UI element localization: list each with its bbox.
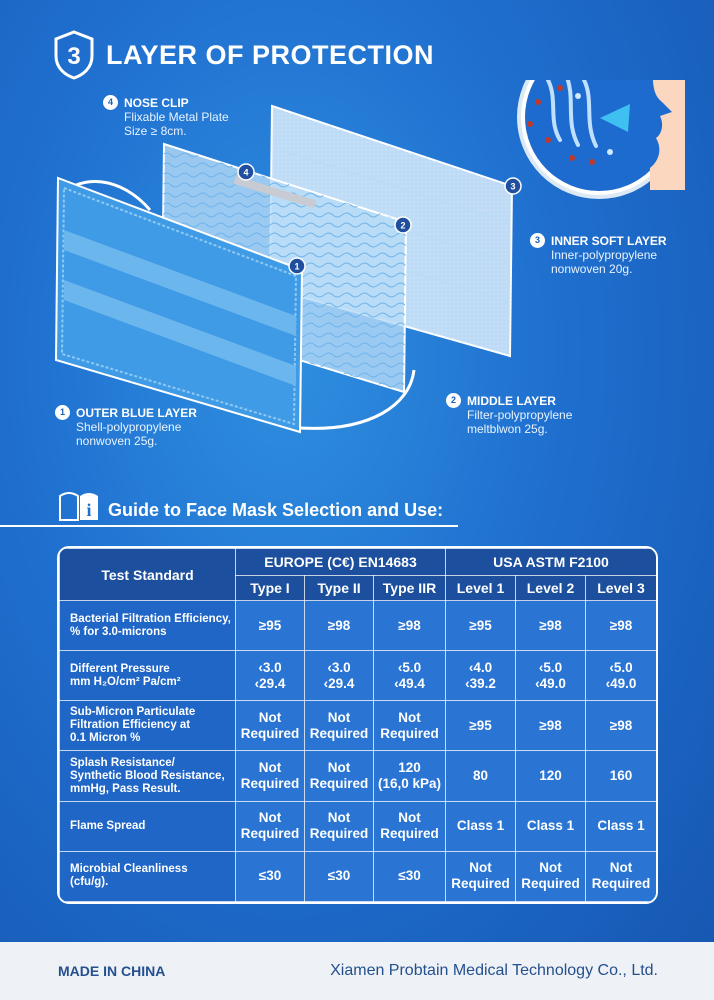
row-label-line: Flame Spread bbox=[70, 819, 146, 832]
layer-marker-1 bbox=[289, 258, 305, 274]
layer-marker-3 bbox=[505, 178, 521, 194]
cell-line: Not bbox=[327, 810, 351, 826]
table-cell bbox=[446, 651, 516, 701]
row-label-line: Bacterial Filtration Efficiency, bbox=[70, 612, 231, 625]
cell-line: Required bbox=[591, 876, 651, 892]
table-cell bbox=[374, 701, 446, 751]
table-cell bbox=[516, 701, 586, 751]
row-label-line: (cfu/g). bbox=[70, 876, 109, 889]
cell-line: ≥95 bbox=[469, 717, 492, 733]
cell-line: ≤30 bbox=[398, 868, 421, 884]
table-row bbox=[60, 601, 657, 651]
cell-line: Required bbox=[309, 826, 369, 842]
cell-line: ‹49.0 bbox=[535, 675, 566, 691]
table-row bbox=[60, 801, 657, 851]
cell-line: Not bbox=[469, 860, 492, 876]
footer bbox=[0, 942, 714, 1000]
cell-line: Required bbox=[309, 776, 369, 792]
cell-line: ‹49.4 bbox=[394, 675, 425, 691]
callout-desc: Flixable Metal Plate bbox=[124, 110, 229, 125]
guide-underline bbox=[0, 525, 458, 527]
table-row bbox=[60, 701, 657, 751]
table-cell bbox=[305, 801, 374, 851]
table-cell bbox=[446, 601, 516, 651]
callout-title: NOSE CLIP bbox=[124, 95, 189, 110]
row-label-line: mmHg, Pass Result. bbox=[70, 782, 181, 795]
cell-line: Not bbox=[609, 860, 633, 876]
cell-line: Required bbox=[240, 776, 300, 792]
table-cell bbox=[586, 801, 657, 851]
table-row bbox=[60, 651, 657, 701]
made-in-label: MADE IN CHINA bbox=[58, 963, 166, 979]
table-cell bbox=[374, 751, 446, 801]
table-cell bbox=[236, 701, 305, 751]
cell-line: Class 1 bbox=[597, 818, 645, 834]
type-header: Level 2 bbox=[516, 576, 586, 601]
cell-line: Required bbox=[240, 826, 300, 842]
callout-desc: Inner-polypropylene bbox=[551, 248, 658, 263]
callout-desc: Filter-polypropylene bbox=[467, 408, 573, 423]
row-label-line: Splash Resistance/ bbox=[70, 756, 175, 769]
row-label bbox=[60, 601, 236, 651]
table-cell bbox=[236, 851, 305, 901]
shield-icon bbox=[52, 30, 96, 80]
row-label bbox=[60, 701, 236, 751]
layer-marker-4 bbox=[238, 164, 254, 180]
table-row bbox=[60, 751, 657, 801]
breathing-face-icon bbox=[519, 80, 685, 197]
cell-line: Not bbox=[398, 709, 421, 725]
svg-text:i: i bbox=[86, 500, 92, 520]
cell-line: ≤30 bbox=[258, 868, 282, 884]
table-cell bbox=[446, 851, 516, 901]
cell-line: ≥98 bbox=[398, 617, 421, 633]
table-cell bbox=[305, 651, 374, 701]
table-cell bbox=[516, 851, 586, 901]
cell-line: Required bbox=[380, 826, 439, 842]
cell-line: ≥95 bbox=[258, 617, 282, 633]
badge-number: 3 bbox=[67, 43, 81, 70]
guide-title: Guide to Face Mask Selection and Use: bbox=[108, 499, 444, 520]
callout-title: INNER SOFT LAYER bbox=[551, 233, 667, 248]
layer-marker-1-num: 1 bbox=[294, 261, 300, 272]
cell-line: ‹3.0 bbox=[327, 659, 351, 675]
page-title: LAYER OF PROTECTION bbox=[106, 39, 435, 70]
layer-marker-4-num: 4 bbox=[243, 167, 249, 178]
cell-line: Class 1 bbox=[456, 818, 505, 834]
cell-line: 120 bbox=[539, 768, 562, 784]
table-cell bbox=[305, 601, 374, 651]
layer-marker-2 bbox=[395, 217, 411, 233]
table-cell bbox=[446, 701, 516, 751]
layer-marker-3-num: 3 bbox=[510, 181, 516, 192]
row-label-line: Synthetic Blood Resistance, bbox=[70, 769, 225, 782]
row-label-line: Sub-Micron Particulate bbox=[70, 706, 196, 719]
company-name: Xiamen Probtain Medical Technology Co., Ltd. bbox=[330, 962, 658, 979]
table-cell bbox=[374, 651, 446, 701]
table-cell bbox=[516, 651, 586, 701]
cell-line: ‹5.0 bbox=[397, 659, 422, 675]
cell-line: ‹4.0 bbox=[468, 659, 493, 675]
table-cell bbox=[586, 701, 657, 751]
callout-nose-clip bbox=[103, 95, 229, 138]
callout-number: 4 bbox=[103, 95, 118, 110]
cell-line: Not bbox=[539, 860, 562, 876]
cell-line: Not bbox=[258, 810, 282, 826]
callout-number: 2 bbox=[446, 393, 461, 408]
callout-outer-layer bbox=[55, 405, 197, 448]
table-cell bbox=[374, 601, 446, 651]
table-cell bbox=[446, 801, 516, 851]
open-book-info-icon bbox=[58, 490, 100, 522]
cell-line: 80 bbox=[472, 768, 489, 784]
cell-line: 160 bbox=[609, 768, 633, 784]
table-cell bbox=[586, 751, 657, 801]
table-cell bbox=[305, 701, 374, 751]
row-label bbox=[60, 751, 236, 801]
cell-line: ≤30 bbox=[327, 868, 351, 884]
callout-desc: nonwoven 20g. bbox=[551, 262, 633, 277]
cell-line: ≥98 bbox=[539, 617, 562, 633]
cell-line: Class 1 bbox=[526, 818, 575, 834]
row-label bbox=[60, 851, 236, 901]
cell-line: Not bbox=[327, 709, 351, 725]
cell-line: Not bbox=[258, 709, 282, 725]
callout-middle-layer bbox=[446, 393, 572, 436]
row-label-line: Filtration Efficiency at bbox=[70, 719, 191, 732]
cell-line: ≥95 bbox=[469, 617, 492, 633]
cell-line: ≥98 bbox=[327, 617, 351, 633]
table-row bbox=[60, 851, 657, 901]
europe-header: EUROPE (C€) EN14683 bbox=[236, 549, 446, 576]
type-header: Type II bbox=[305, 576, 374, 601]
cell-line: ≥98 bbox=[539, 717, 562, 733]
row-label-line: 0.1 Micron % bbox=[70, 732, 141, 745]
table-cell bbox=[446, 751, 516, 801]
table-cell bbox=[374, 851, 446, 901]
cell-line: 120 bbox=[398, 760, 421, 776]
cell-line: ‹29.4 bbox=[323, 675, 355, 691]
table-cell bbox=[236, 751, 305, 801]
callout-desc: nonwoven 25g. bbox=[76, 434, 158, 449]
row-label-line: Microbial Cleanliness bbox=[70, 863, 188, 876]
cell-line: Required bbox=[380, 725, 439, 741]
layer-marker-2-num: 2 bbox=[400, 220, 406, 231]
cell-line: ‹5.0 bbox=[538, 659, 563, 675]
cell-line: Required bbox=[309, 725, 369, 741]
table-cell bbox=[586, 601, 657, 651]
callout-desc: meltblwon 25g. bbox=[467, 422, 548, 437]
callout-title: MIDDLE LAYER bbox=[467, 393, 556, 408]
cell-line: Not bbox=[258, 760, 282, 776]
table-cell bbox=[374, 801, 446, 851]
row-label bbox=[60, 651, 236, 701]
row-label bbox=[60, 801, 236, 851]
row-label-line: % for 3.0-microns bbox=[70, 625, 167, 638]
cell-line: Required bbox=[451, 876, 510, 892]
page-header bbox=[52, 30, 434, 80]
table-cell bbox=[586, 851, 657, 901]
cell-line: ‹49.0 bbox=[605, 675, 637, 691]
guide-heading bbox=[58, 490, 443, 522]
cell-line: Not bbox=[327, 760, 351, 776]
callout-desc: Size ≥ 8cm. bbox=[124, 124, 187, 139]
cell-line: Required bbox=[240, 725, 300, 741]
table-cell bbox=[516, 601, 586, 651]
row-label-line: mm H₂O/cm² Pa/cm² bbox=[70, 675, 181, 688]
type-header: Type I bbox=[236, 576, 305, 601]
type-header: Level 3 bbox=[586, 576, 657, 601]
callout-number: 3 bbox=[530, 233, 545, 248]
row-label-line: Different Pressure bbox=[70, 662, 170, 675]
cell-line: ‹39.2 bbox=[465, 675, 496, 691]
cell-line: ‹5.0 bbox=[609, 659, 633, 675]
cell-line: Required bbox=[521, 876, 580, 892]
type-header: Type IIR bbox=[374, 576, 446, 601]
type-header: Level 1 bbox=[446, 576, 516, 601]
table-cell bbox=[236, 651, 305, 701]
cell-line: ‹29.4 bbox=[254, 675, 286, 691]
test-standard-header: Test Standard bbox=[60, 549, 236, 601]
table-cell bbox=[305, 851, 374, 901]
table-cell bbox=[516, 801, 586, 851]
cell-line: ≥98 bbox=[609, 617, 633, 633]
table-cell bbox=[236, 801, 305, 851]
callout-title: OUTER BLUE LAYER bbox=[76, 405, 197, 420]
callout-number: 1 bbox=[55, 405, 70, 420]
callout-inner-layer bbox=[530, 233, 667, 276]
callout-desc: Shell-polypropylene bbox=[76, 420, 182, 435]
cell-line: ≥98 bbox=[609, 717, 633, 733]
table-cell bbox=[305, 751, 374, 801]
mask-standards-table bbox=[57, 546, 658, 904]
cell-line: ‹3.0 bbox=[258, 659, 282, 675]
usa-header: USA ASTM F2100 bbox=[446, 549, 657, 576]
cell-line: Not bbox=[398, 810, 421, 826]
table-cell bbox=[516, 751, 586, 801]
table-cell bbox=[586, 651, 657, 701]
table-cell bbox=[236, 601, 305, 651]
cell-line: (16,0 kPa) bbox=[377, 776, 442, 792]
